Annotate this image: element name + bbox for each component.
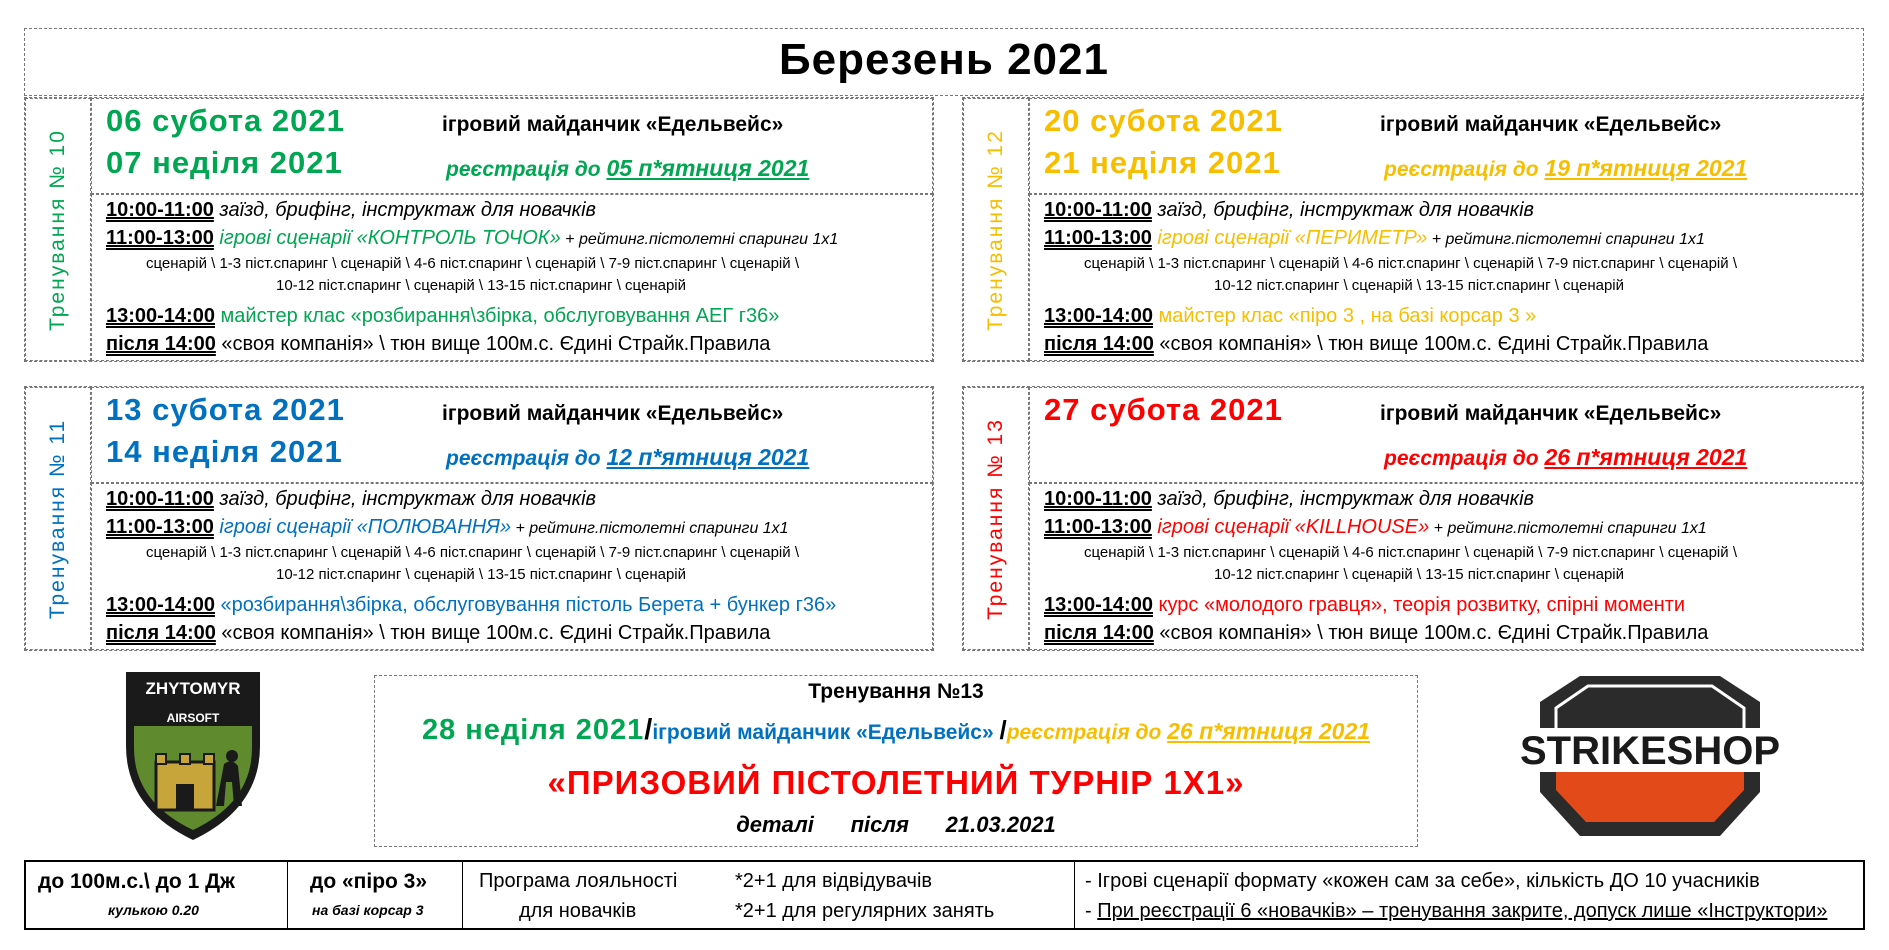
schedule-text: «розбирання\збірка, обслуговування пістоль Берета + бункер г36» — [214, 594, 837, 616]
promo-info-line — [375, 714, 1417, 747]
schedule-sequence-1: сценарій \ 1-3 піст.спаринг \ сценарій \ 4-6 піст.спаринг \ сценарій \ 7-9 піст.спаринг \ сценарій \ — [1084, 255, 1737, 272]
training-block-10 — [24, 97, 934, 362]
schedule-row-2 — [1044, 516, 1707, 539]
venue-label: ігровий майданчик «Едельвейс» — [1380, 402, 1722, 425]
footer-pyro-main: до «піро 3» — [310, 870, 428, 893]
training-number-label: Тренування № 13 — [984, 417, 1007, 620]
venue-label: ігровий майданчик «Едельвейс» — [1380, 113, 1722, 136]
training-number-label: Тренування № 11 — [46, 418, 69, 619]
footer-rule-2-text: При реєстрації 6 «новачків» – тренування закрите, допуск лише «Інструктори» — [1097, 900, 1828, 922]
training-header — [91, 98, 933, 194]
training-header — [1029, 387, 1863, 483]
schedule-text: курс «молодого гравця», теорія розвитку, спірні моменти — [1152, 594, 1686, 616]
zhytomyr-logo-text: ZHYTOMYR — [145, 679, 241, 698]
schedule-row-5 — [106, 305, 779, 328]
schedule-row-5 — [1044, 594, 1685, 617]
date-saturday: 20 субота 2021 — [1044, 103, 1283, 138]
schedule-time: після 14:00 — [1044, 333, 1154, 355]
schedule-time: 13:00-14:00 — [1044, 594, 1153, 616]
promo-sep2: / — [999, 715, 1007, 745]
training-number-label-box — [25, 98, 91, 361]
venue-label: ігровий майданчик «Едельвейс» — [442, 402, 784, 425]
schedule-row-6 — [1044, 622, 1708, 645]
schedule-text: майстер клас «розбирання\збірка, обслуговування АЕГ г36» — [214, 305, 780, 327]
date-sunday: 14 неділя 2021 — [106, 434, 343, 469]
schedule-time: 13:00-14:00 — [1044, 305, 1153, 327]
footer-cell-loyalty — [463, 862, 1075, 928]
training-header — [1029, 98, 1863, 194]
title-box — [24, 28, 1864, 96]
schedule-time: 10:00-11:00 — [1044, 488, 1152, 510]
schedule-time: 13:00-14:00 — [106, 594, 215, 616]
training-block-13 — [962, 386, 1864, 651]
registration-date: 12 п*ятниця 2021 — [606, 444, 810, 470]
schedule-row-1 — [1044, 199, 1534, 222]
registration-prefix: реєстрація до — [446, 158, 607, 181]
date-sunday: 21 неділя 2021 — [1044, 145, 1281, 180]
zhytomyr-airsoft-logo — [120, 668, 266, 844]
schedule-row-6 — [106, 622, 770, 645]
schedule-row-2 — [106, 227, 838, 250]
footer-loyalty-regular: *2+1 для регулярних занять — [735, 900, 995, 922]
footer-loyalty-visitors: *2+1 для відвідувачів — [735, 870, 933, 892]
schedule-sequence-2: 10-12 піст.спаринг \ сценарій \ 13-15 піст.спаринг \ сценарій — [1214, 566, 1625, 583]
promo-venue: ігровий майданчик «Едельвейс» — [652, 721, 1000, 744]
training-schedule — [1029, 194, 1863, 361]
footer-cell-velocity — [26, 862, 288, 928]
schedule-row-2 — [106, 516, 789, 539]
schedule-row-1 — [106, 199, 596, 222]
promo-box — [374, 675, 1418, 847]
schedule-text: ігрові сценарії «КОНТРОЛЬ ТОЧОК» — [213, 227, 561, 249]
schedule-row-5 — [106, 594, 836, 617]
registration-prefix: реєстрація до — [1384, 158, 1545, 181]
footer-rule-2-dash: - — [1085, 900, 1098, 922]
schedule-row-6 — [106, 333, 770, 356]
registration-date: 05 п*ятниця 2021 — [606, 155, 810, 181]
registration-deadline — [1384, 444, 1747, 471]
schedule-text: «своя компанія» \ тюн вище 100м.с. Єдині Страйк.Правила — [215, 622, 771, 644]
training-number-label: Тренування № 12 — [984, 128, 1007, 331]
schedule-time: 13:00-14:00 — [106, 305, 215, 327]
footer-rule-2 — [1085, 900, 1827, 923]
page-title: Березень 2021 — [779, 35, 1109, 84]
schedule-time: 11:00-13:00 — [1044, 227, 1152, 249]
promo-main-title: «ПРИЗОВИЙ ПІСТОЛЕТНИЙ ТУРНІР 1Х1» — [547, 764, 1245, 801]
footer-cell-pyro — [288, 862, 463, 928]
schedule-sequence-2: 10-12 піст.спаринг \ сценарій \ 13-15 піст.спаринг \ сценарій — [276, 277, 687, 294]
footer-rule-1: - Ігрові сценарії формату «кожен сам за себе», кількість ДО 10 учасників — [1085, 870, 1760, 892]
training-block-12 — [962, 97, 1864, 362]
schedule-text: заїзд, брифінг, інструктаж для новачків — [213, 199, 596, 221]
schedule-row-2 — [1044, 227, 1705, 250]
schedule-time: 10:00-11:00 — [106, 488, 214, 510]
strikeshop-badge-icon — [1520, 672, 1780, 840]
registration-deadline — [446, 444, 809, 471]
promo-details: деталі після 21.03.2021 — [736, 812, 1056, 837]
schedule-sequence-1: сценарій \ 1-3 піст.спаринг \ сценарій \ 4-6 піст.спаринг \ сценарій \ 7-9 піст.спаринг \ сценарій \ — [1084, 544, 1737, 561]
strikeshop-logo — [1520, 672, 1780, 840]
footer-cell-rules — [1075, 862, 1863, 928]
schedule-text: ігрові сценарії «ПЕРИМЕТР» — [1151, 227, 1428, 249]
training-schedule — [1029, 483, 1863, 650]
schedule-extra: + рейтинг.пістолетні спаринги 1х1 — [511, 520, 789, 537]
date-saturday: 27 субота 2021 — [1044, 392, 1283, 427]
promo-reg-date: 26 п*ятниця 2021 — [1167, 718, 1371, 744]
schedule-time: 11:00-13:00 — [106, 516, 214, 538]
training-schedule — [91, 194, 933, 361]
schedule-extra: + рейтинг.пістолетні спаринги 1х1 — [560, 231, 839, 248]
schedule-text: ігрові сценарії «ПОЛЮВАННЯ» — [213, 516, 512, 538]
schedule-sequence-1: сценарій \ 1-3 піст.спаринг \ сценарій \ 4-6 піст.спаринг \ сценарій \ 7-9 піст.спаринг \ сценарій \ — [146, 544, 799, 561]
schedule-time: 10:00-11:00 — [1044, 199, 1152, 221]
schedule-row-1 — [106, 488, 596, 511]
footer-loyalty-title: Програма лояльності — [479, 870, 678, 892]
schedule-text: заїзд, брифінг, інструктаж для новачків — [213, 488, 596, 510]
zhytomyr-logo-sub: AIRSOFT — [166, 711, 220, 725]
footer-velocity-sub: кулькою 0.20 — [108, 902, 199, 918]
promo-date: 28 неділя 2021 — [421, 714, 645, 746]
schedule-time: після 14:00 — [106, 622, 216, 644]
training-number-label-box — [963, 98, 1029, 361]
schedule-row-6 — [1044, 333, 1708, 356]
schedule-time: 11:00-13:00 — [106, 227, 214, 249]
schedule-extra: + рейтинг.пістолетні спаринги 1х1 — [1429, 520, 1707, 537]
schedule-text: заїзд, брифінг, інструктаж для новачків — [1151, 199, 1534, 221]
schedule-sequence-1: сценарій \ 1-3 піст.спаринг \ сценарій \ 4-6 піст.спаринг \ сценарій \ 7-9 піст.спаринг \ сценарій \ — [146, 255, 799, 272]
schedule-sequence-2: 10-12 піст.спаринг \ сценарій \ 13-15 піст.спаринг \ сценарій — [276, 566, 687, 583]
registration-date: 19 п*ятниця 2021 — [1544, 155, 1748, 181]
schedule-text: майстер клас «піро 3 , на базі корсар 3 » — [1152, 305, 1537, 327]
schedule-sequence-2: 10-12 піст.спаринг \ сценарій \ 13-15 піст.спаринг \ сценарій — [1214, 277, 1625, 294]
schedule-text: ігрові сценарії «KILLHOUSE» — [1151, 516, 1430, 538]
zhytomyr-shield-icon — [120, 668, 266, 844]
schedule-time: 10:00-11:00 — [106, 199, 214, 221]
schedule-row-1 — [1044, 488, 1534, 511]
training-number-label: Тренування № 10 — [46, 128, 69, 331]
training-header — [91, 387, 933, 483]
training-number-label-box — [963, 387, 1029, 650]
schedule-time: після 14:00 — [106, 333, 216, 355]
date-sunday: 07 неділя 2021 — [106, 145, 343, 180]
schedule-text: «своя компанія» \ тюн вище 100м.с. Єдині Страйк.Правила — [215, 333, 771, 355]
training-schedule — [91, 483, 933, 650]
promo-heading: Тренування №13 — [808, 680, 984, 703]
promo-sep1: / — [644, 714, 653, 746]
training-number-label-box — [25, 387, 91, 650]
schedule-row-5 — [1044, 305, 1536, 328]
footer-pyro-sub: на базі корсар 3 — [312, 902, 424, 918]
schedule-time: після 14:00 — [1044, 622, 1154, 644]
registration-deadline — [446, 155, 809, 182]
venue-label: ігровий майданчик «Едельвейс» — [442, 113, 784, 136]
training-block-11 — [24, 386, 934, 651]
schedule-time: 11:00-13:00 — [1044, 516, 1152, 538]
schedule-text: заїзд, брифінг, інструктаж для новачків — [1151, 488, 1534, 510]
registration-deadline — [1384, 155, 1747, 182]
footer-table — [24, 860, 1865, 930]
date-saturday: 06 субота 2021 — [106, 103, 345, 138]
registration-prefix: реєстрація до — [1384, 447, 1545, 470]
schedule-extra: + рейтинг.пістолетні спаринги 1х1 — [1427, 231, 1705, 248]
strikeshop-logo-text: STRIKESHOP — [1520, 729, 1780, 773]
schedule-text: «своя компанія» \ тюн вище 100м.с. Єдині Страйк.Правила — [1153, 622, 1709, 644]
date-saturday: 13 субота 2021 — [106, 392, 345, 427]
footer-loyalty-sub: для новачків — [519, 900, 637, 922]
promo-reg-prefix: реєстрація до — [1006, 721, 1168, 744]
registration-prefix: реєстрація до — [446, 447, 607, 470]
registration-date: 26 п*ятниця 2021 — [1544, 444, 1748, 470]
schedule-text: «своя компанія» \ тюн вище 100м.с. Єдині Страйк.Правила — [1153, 333, 1709, 355]
footer-velocity-main: до 100м.с.\ до 1 Дж — [38, 870, 235, 893]
